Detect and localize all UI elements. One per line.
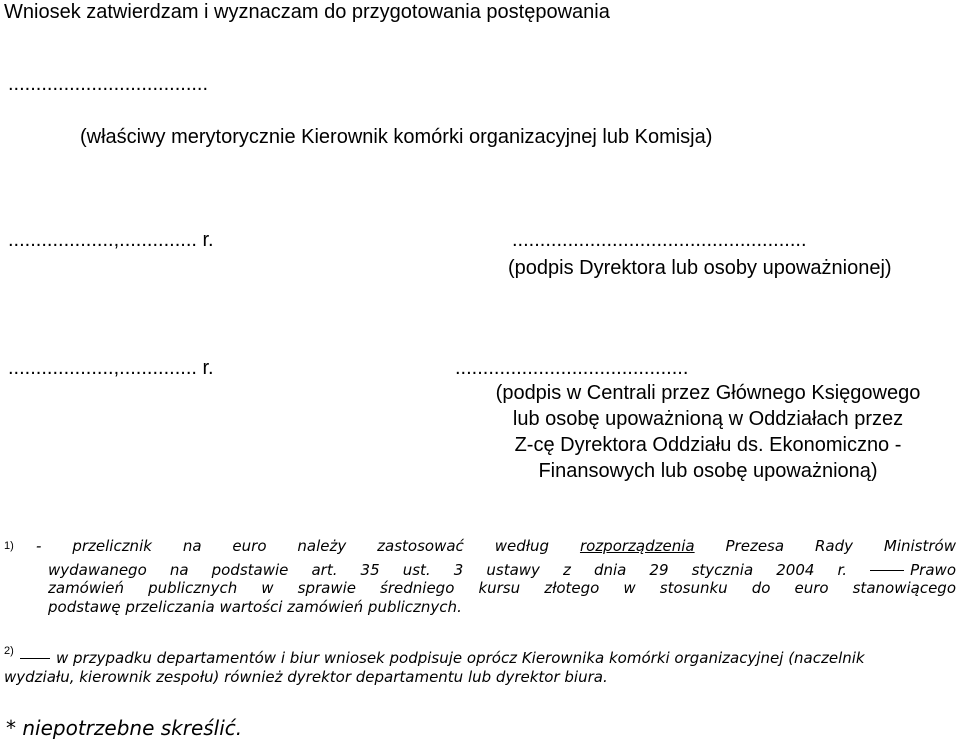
footnote-1-line-2-text: wydawanego na podstawie art. 35 ust. 3 ustawy z dnia 29 stycznia 2004 r.: [48, 561, 848, 579]
footnote-2-line-1-text: w przypadku departamentów i biur wniosek podpisuje oprócz Kierownika komórki organizacyjnej (naczelnik: [56, 649, 865, 667]
strike-note: * niepotrzebne skreślić.: [6, 716, 243, 740]
accountant-caption-line: lub osobę upoważnioną w Oddziałach przez: [512, 408, 904, 430]
accountant-date-line: ...................,.............. r.: [8, 357, 214, 379]
accountant-signature-caption: [448, 380, 960, 484]
director-signature-dots: .....................................................: [512, 229, 807, 251]
footnote-1-lead: - przelicznik na euro należy zastosować według: [36, 537, 550, 555]
approval-signature-dots: ....................................: [8, 73, 209, 95]
dash-separator: [20, 658, 50, 659]
footnote-1-line-2: [48, 560, 956, 580]
regulation-link[interactable]: rozporządzenia: [579, 537, 695, 555]
approval-heading: Wniosek zatwierdzam i wyznaczam do przygotowania postępowania: [4, 1, 610, 23]
director-date-line: ...................,.............. r.: [8, 229, 214, 251]
accountant-caption-line: Finansowych lub osobę upoważnioną): [538, 460, 878, 482]
accountant-caption-line: Z-cę Dyrektora Oddziału ds. Ekonomiczno -: [514, 434, 902, 456]
director-signature-caption: (podpis Dyrektora lub osoby upoważnionej): [508, 257, 892, 279]
accountant-signature-dots: ..........................................: [455, 357, 689, 379]
footnote-1-line-2-end: Prawo: [910, 561, 956, 579]
footnote-2-marker: 2): [4, 645, 14, 657]
footnote-1-tail: Prezesa Rady Ministrów: [725, 537, 956, 555]
footnote-2-line-1: [20, 648, 865, 668]
footnote-2-line-2: wydziału, kierownik zespołu) również dyrektor departamentu lub dyrektor biura.: [4, 668, 608, 686]
approval-role-caption: (właściwy merytorycznie Kierownik komórki organizacyjnej lub Komisja): [80, 126, 713, 148]
dash-separator: [870, 570, 904, 571]
footnote-1-line-4: podstawę przeliczania wartości zamówień publicznych.: [48, 598, 462, 616]
footnote-1-line-3: zamówień publicznych w sprawie średniego kursu złotego w stosunku do euro stanowiącego: [48, 579, 956, 597]
accountant-caption-line: (podpis w Centrali przez Głównego Księgowego: [495, 382, 921, 404]
footnote-1-line-1: [36, 536, 956, 556]
footnote-1-marker: 1): [4, 540, 14, 552]
